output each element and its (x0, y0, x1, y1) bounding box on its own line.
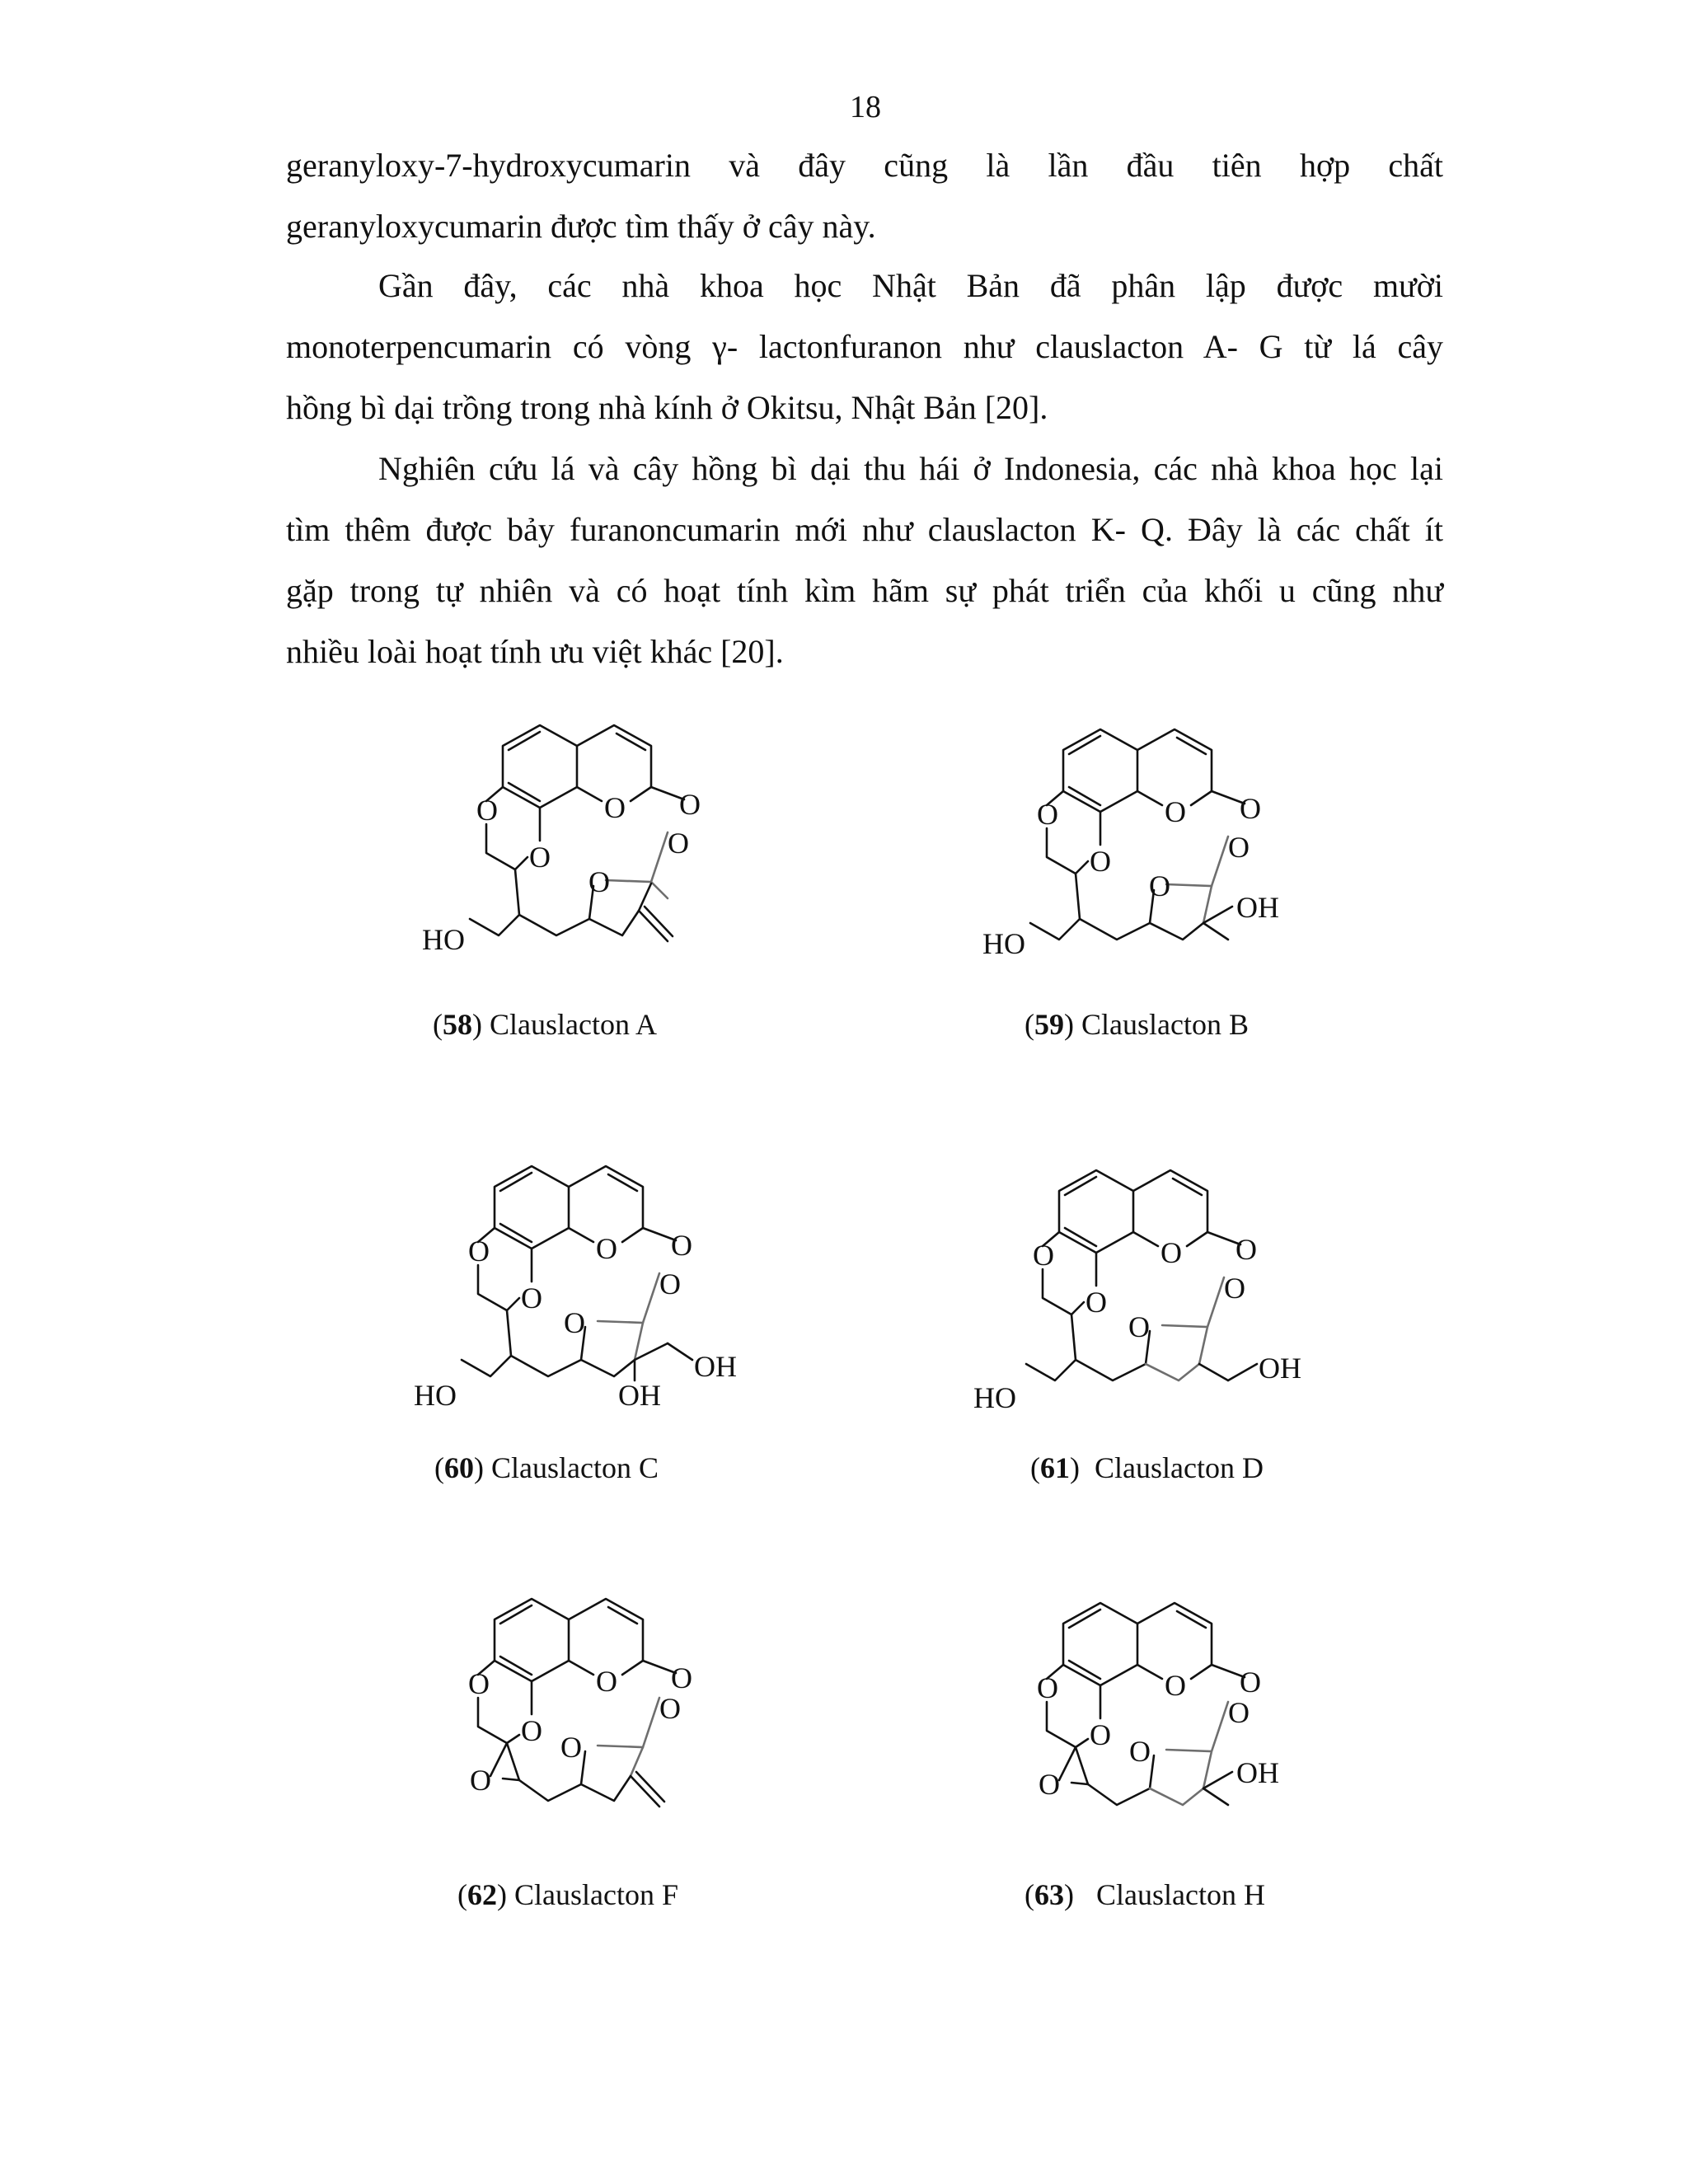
carbonyl-oxygen-label: O (1240, 1666, 1261, 1699)
compound-number: 60 (444, 1451, 474, 1484)
ring-oxygen-label: O (588, 865, 610, 898)
paragraph-2-line-1: Gần đây, các nhà khoa học Nhật Bản đã phân lập được mười (378, 267, 1443, 304)
paragraph-2 (286, 255, 1443, 438)
hydroxyl-label: HO (422, 923, 465, 956)
epoxide-oxygen-label: O (470, 1764, 491, 1797)
caption-63: (63) Clauslacton H (1025, 1878, 1265, 1911)
ring-oxygen-label: O (1090, 1718, 1111, 1751)
carbonyl-oxygen-label: O (671, 1229, 692, 1262)
ring-oxygen-label: O (596, 1665, 617, 1698)
hydroxyl-label: HO (414, 1379, 457, 1412)
paragraph-1-line-1: geranyloxy-7-hydroxycumarin và đây cũng là lần đầu tiên hợp chất (286, 147, 1443, 184)
page-number: 18 (850, 90, 881, 124)
compound-name: Clauslacton H (1096, 1878, 1265, 1911)
caption-59: (59) Clauslacton B (1025, 1008, 1249, 1041)
paragraph-3-line-3: gặp trong tự nhiên và có hoạt tính kìm hãm sự phát triển của khối u cũng như (286, 572, 1443, 609)
ring-oxygen-label: O (1129, 1735, 1151, 1768)
ring-oxygen-label: O (596, 1232, 617, 1265)
structure-59-clauslacton-b (964, 705, 1343, 985)
ring-oxygen-label: O (529, 841, 551, 874)
paragraph-1-line-2: geranyloxycumarin được tìm thấy ở cây này. (286, 208, 876, 245)
compound-number: 61 (1040, 1451, 1070, 1484)
compound-number: 63 (1034, 1878, 1064, 1911)
carbonyl-oxygen-label: O (1228, 1696, 1250, 1729)
compound-name: Clauslacton A (490, 1008, 657, 1041)
ring-oxygen-label: O (1165, 1669, 1186, 1702)
compound-name: Clauslacton C (491, 1451, 659, 1484)
structure-61-clauslacton-d (960, 1146, 1372, 1426)
compound-name: Clauslacton F (514, 1878, 678, 1911)
ring-oxygen-label: O (1037, 798, 1058, 831)
ring-oxygen-label: O (1160, 1236, 1182, 1269)
compound-number: 59 (1034, 1008, 1064, 1041)
paragraph-3 (286, 438, 1443, 682)
ring-oxygen-label: O (521, 1714, 542, 1747)
hydroxyl-label: HO (973, 1381, 1016, 1414)
ring-oxygen-label: O (604, 791, 626, 824)
carbonyl-oxygen-label: O (1236, 1233, 1257, 1266)
structure-60-clauslacton-c (396, 1141, 808, 1422)
ring-oxygen-label: O (521, 1282, 542, 1315)
paragraph-1 (286, 135, 1443, 257)
ring-oxygen-label: O (1128, 1310, 1150, 1343)
compound-number: 62 (467, 1878, 497, 1911)
caption-62: (62) Clauslacton F (457, 1878, 678, 1911)
ring-oxygen-label: O (1033, 1239, 1054, 1272)
compound-number: 58 (443, 1008, 472, 1041)
ring-oxygen-label: O (1090, 845, 1111, 878)
ring-oxygen-label: O (1085, 1286, 1107, 1319)
caption-60: (60) Clauslacton C (434, 1451, 659, 1484)
hydroxyl-label: OH (694, 1350, 737, 1383)
carbonyl-oxygen-label: O (1224, 1272, 1245, 1305)
ring-oxygen-label: O (1149, 869, 1170, 902)
compound-name: Clauslacton D (1095, 1451, 1264, 1484)
paragraph-2-line-2: monoterpencumarin có vòng γ- lactonfuranon như clauslacton A- G từ lá cây (286, 328, 1443, 365)
caption-58: (58) Clauslacton A (433, 1008, 657, 1041)
epoxide-oxygen-label: O (1039, 1768, 1060, 1801)
structure-63-clauslacton-h (964, 1578, 1343, 1858)
ring-oxygen-label: O (468, 1667, 490, 1700)
hydroxyl-label: OH (1259, 1352, 1301, 1385)
caption-61: (61) Clauslacton D (1030, 1451, 1264, 1484)
carbonyl-oxygen-label: O (671, 1661, 692, 1694)
structure-62-clauslacton-f (396, 1574, 775, 1854)
hydroxyl-label: HO (982, 927, 1025, 960)
ring-oxygen-label: O (476, 794, 498, 827)
hydroxyl-label: OH (618, 1379, 661, 1412)
ring-oxygen-label: O (564, 1306, 585, 1339)
carbonyl-oxygen-label: O (659, 1692, 681, 1725)
hydroxyl-label: OH (1236, 891, 1279, 924)
carbonyl-oxygen-label: O (668, 827, 689, 860)
paragraph-2-line-3: hồng bì dại trồng trong nhà kính ở Okitsu, Nhật Bản [20]. (286, 389, 1048, 426)
ring-oxygen-label: O (560, 1731, 582, 1764)
carbonyl-oxygen-label: O (679, 788, 701, 821)
structure-58-clauslacton-a (404, 701, 783, 981)
carbonyl-oxygen-label: O (1240, 792, 1261, 825)
paragraph-3-line-4: nhiều loài hoạt tính ưu việt khác [20]. (286, 633, 784, 670)
paragraph-3-line-2: tìm thêm được bảy furanoncumarin mới như clauslacton K- Q. Đây là các chất ít (286, 511, 1443, 548)
carbonyl-oxygen-label: O (1228, 831, 1250, 864)
hydroxyl-label: OH (1236, 1756, 1279, 1789)
ring-oxygen-label: O (1037, 1671, 1058, 1704)
compound-name: Clauslacton B (1081, 1008, 1249, 1041)
carbonyl-oxygen-label: O (659, 1268, 681, 1301)
ring-oxygen-label: O (1165, 795, 1186, 828)
paragraph-3-line-1: Nghiên cứu lá và cây hồng bì dại thu hái ở Indonesia, các nhà khoa học lại (378, 450, 1443, 487)
ring-oxygen-label: O (468, 1235, 490, 1268)
